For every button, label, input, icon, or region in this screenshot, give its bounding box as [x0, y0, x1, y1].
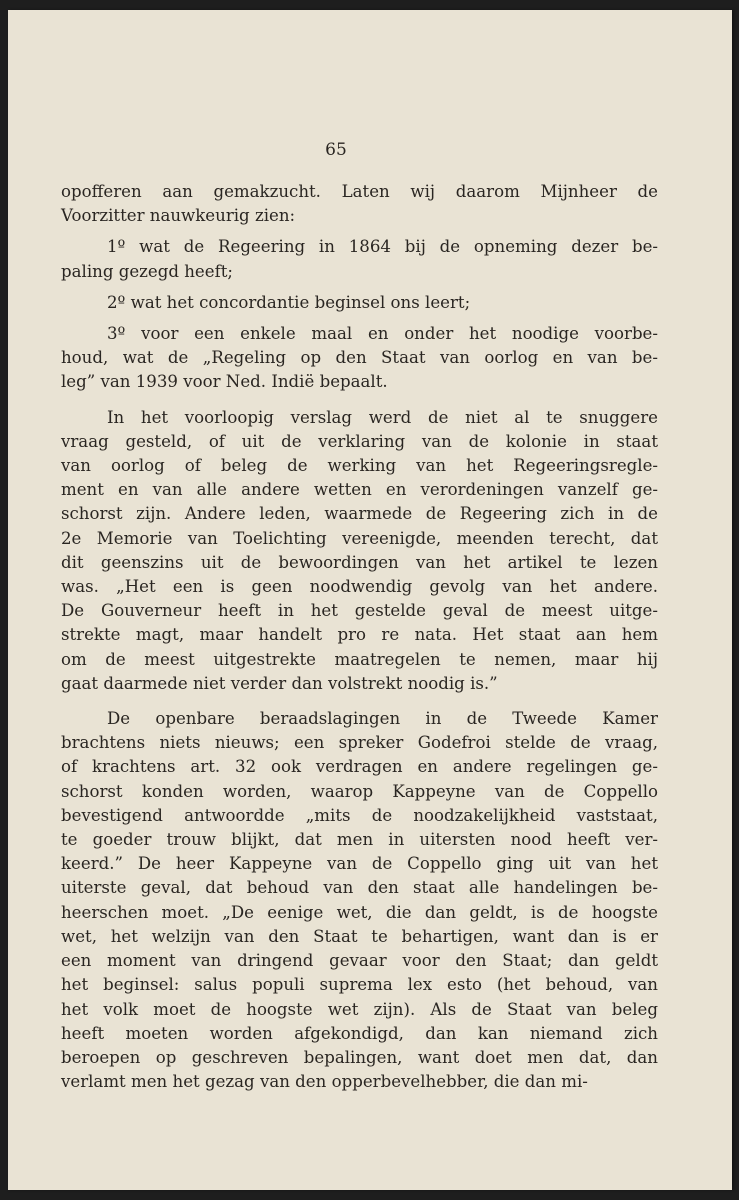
text-line: het beginsel: salus populi suprema lex esto (het behoud, van: [61, 975, 658, 995]
text-line: keerd.” De heer Kappeyne van de Coppello ging uit van het: [61, 854, 658, 874]
text-line: om de meest uitgestrekte maatregelen te nemen, maar hij: [61, 649, 658, 669]
text-line: of krachtens art. 32 ook verdragen en andere regelingen ge-: [61, 757, 658, 777]
text-line: 2º wat het concordantie beginsel ons leert;: [107, 292, 471, 312]
body-text: [61, 180, 658, 1094]
paragraph: [61, 707, 658, 1094]
text-line: uiterste geval, dat behoud van den staat alle handelingen be-: [61, 878, 658, 898]
text-line: beroepen op geschreven bepalingen, want doet men dat, dan: [61, 1047, 658, 1067]
text-line: schorst zijn. Andere leden, waarmede de Regeering zich in de: [61, 504, 658, 524]
paragraph: [61, 406, 658, 696]
page-number: 65: [325, 140, 347, 160]
text-line: van oorlog of beleg de werking van het Regeeringsregle-: [61, 456, 658, 476]
text-line: verlamt men het gezag van den opperbevelhebber, die dan mi-: [61, 1072, 588, 1092]
text-line: paling gezegd heeft;: [61, 261, 233, 281]
text-line: heerschen moet. „De eenige wet, die dan geldt, is de hoogste: [61, 902, 658, 922]
text-line: schorst konden worden, waarop Kappeyne van de Coppello: [61, 781, 658, 801]
text-line: De openbare beraadslagingen in de Tweede Kamer: [107, 709, 658, 729]
text-line: In het voorloopig verslag werd de niet al te snuggere: [107, 407, 658, 427]
text-line: 2e Memorie van Toelichting vereenigde, meenden terecht, dat: [61, 528, 658, 548]
text-line: opofferen aan gemakzucht. Laten wij daarom Mijnheer de: [61, 182, 658, 201]
paragraph: [61, 322, 658, 395]
text-line: brachtens niets nieuws; een spreker Godefroi stelde de vraag,: [61, 733, 658, 753]
text-line: houd, wat de „Regeling op den Staat van oorlog en van be-: [61, 348, 658, 368]
text-line: bevestigend antwoordde „mits de noodzakelijkheid vaststaat,: [61, 805, 658, 825]
text-line: wet, het welzijn van den Staat te behartigen, want dan is er: [61, 926, 658, 946]
text-line: was. „Het een is geen noodwendig gevolg van het andere.: [61, 577, 658, 597]
text-line: 1º wat de Regeering in 1864 bij de opneming dezer be-: [107, 237, 658, 257]
text-line: Voorzitter nauwkeurig zien:: [61, 206, 296, 226]
paragraph: [61, 235, 658, 283]
text-line: leg” van 1939 voor Ned. Indië bepaalt.: [61, 372, 388, 392]
text-line: vraag gesteld, of uit de verklaring van de kolonie in staat: [61, 431, 658, 451]
paragraph: [61, 180, 658, 228]
text-line: 3º voor een enkele maal en onder het noodige voorbe-: [107, 324, 658, 344]
paragraph: [61, 291, 658, 315]
text-line: De Gouverneur heeft in het gestelde geval de meest uitge-: [61, 601, 658, 621]
text-line: een moment van dringend gevaar voor den Staat; dan geldt: [61, 951, 658, 971]
text-line: het volk moet de hoogste wet zijn). Als de Staat van beleg: [61, 999, 658, 1019]
text-line: te goeder trouw blijkt, dat men in uitersten nood heeft ver-: [61, 830, 658, 850]
book-page: [8, 10, 732, 1190]
text-line: heeft moeten worden afgekondigd, dan kan niemand zich: [61, 1023, 658, 1043]
text-line: gaat daarmede niet verder dan volstrekt noodig is.”: [61, 673, 498, 693]
text-line: ment en van alle andere wetten en verordeningen vanzelf ge-: [61, 480, 658, 500]
text-line: strekte magt, maar handelt pro re nata. Het staat aan hem: [61, 625, 658, 645]
text-line: dit geenszins uit de bewoordingen van het artikel te lezen: [61, 552, 658, 572]
